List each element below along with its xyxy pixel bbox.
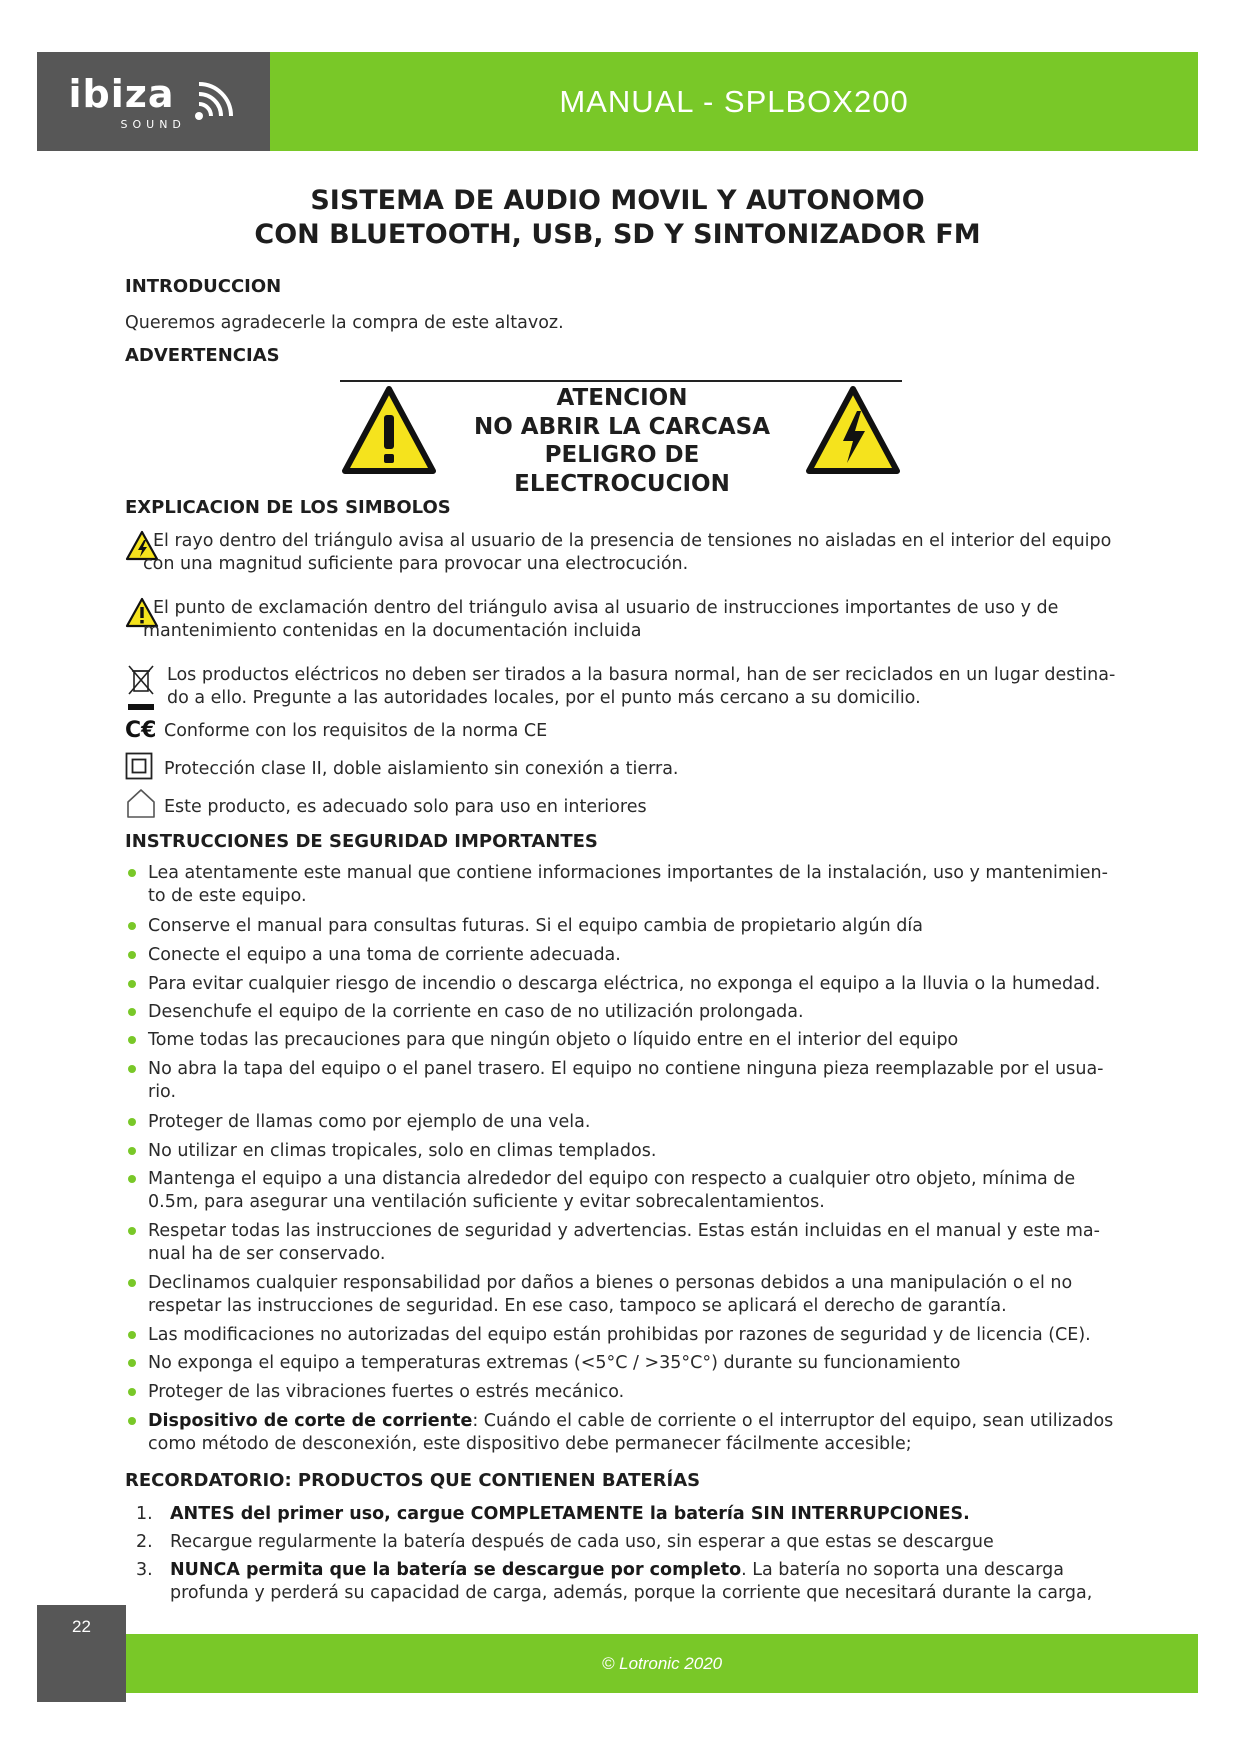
bullet-dot — [128, 951, 136, 959]
list-item-text: Tome todas las precauciones para que ningún objeto o líquido entre en el interior del equipo — [148, 1030, 959, 1050]
symbol-item — [125, 720, 1125, 743]
document-title-line-1: SISTEMA DE AUDIO MOVIL Y AUTONOMO — [310, 185, 925, 216]
warning-line-1: ATENCION — [556, 385, 688, 411]
bullet-dot — [128, 1147, 136, 1155]
safety-heading: INSTRUCCIONES DE SEGURIDAD IMPORTANTES — [125, 831, 598, 852]
copyright-text: © Lotronic 2020 — [601, 1653, 723, 1673]
logo-text: ibiza — [68, 71, 175, 116]
bullet-dot — [128, 1065, 136, 1073]
warning-line-2: NO ABRIR LA CARCASA — [473, 413, 771, 440]
warning-box — [440, 384, 804, 498]
list-item — [125, 1220, 1115, 1266]
safety-list — [125, 862, 1115, 1456]
symbol-text: Los productos eléctricos no deben ser tirados a la basura normal, han de ser reciclados en un lugar destina-do a ello. Pregunte a las autoridades locales, por el punto más cercano a su domicilio. — [167, 665, 1116, 708]
list-number: 2. — [136, 1532, 153, 1552]
bullet-dot — [128, 1036, 136, 1044]
bullet-dot — [128, 1359, 136, 1367]
list-item-text: Declinamos cualquier responsabilidad por daños a bienes o personas debidos a una manipulación o el no respetar las instrucciones de seguridad. En ese caso, tampoco se aplicará el derecho de garantía. — [148, 1273, 1073, 1316]
symbol-item — [125, 752, 1125, 784]
list-item-text: Lea atentamente este manual que contiene informaciones importantes de la instalación, uso y mantenimien-to de este equipo. — [148, 863, 1108, 906]
list-item-text: Conecte el equipo a una toma de corriente adecuada. — [148, 945, 621, 965]
list-item — [125, 1058, 1115, 1104]
list-item — [125, 1272, 1115, 1318]
header-bar — [270, 52, 1198, 151]
list-item — [125, 944, 1115, 967]
list-item-text: . La batería no soporta una descarga profunda y perderá su capacidad de carga, además, porque la corriente que necesitará durante la carga, — [170, 1560, 1093, 1603]
list-item-text: No abra la tapa del equipo o el panel trasero. El equipo no contiene ninguna pieza reemplazable por el usua-rio. — [148, 1059, 1104, 1102]
indoor-house-icon — [125, 787, 157, 819]
list-item-text: Desenchufe el equipo de la corriente en caso de no utilización prolongada. — [148, 1002, 804, 1022]
wireless-waves-icon — [193, 82, 237, 122]
list-item-text: Proteger de las vibraciones fuertes o estrés mecánico. — [148, 1382, 625, 1402]
list-item — [125, 862, 1115, 908]
exclamation-warning-icon — [341, 385, 437, 477]
class-ii-icon — [125, 752, 153, 780]
bullet-dot — [128, 1388, 136, 1396]
list-item — [125, 1531, 1115, 1554]
bullet-dot — [128, 869, 136, 877]
document-title — [37, 184, 1198, 252]
list-item-text: No utilizar en climas tropicales, solo en climas templados. — [148, 1141, 657, 1161]
list-number: 3. — [136, 1560, 153, 1580]
list-item — [125, 1324, 1115, 1347]
list-item — [125, 1140, 1115, 1163]
lightning-warning-icon — [805, 385, 901, 477]
symbols-heading: EXPLICACION DE LOS SIMBOLOS — [125, 497, 451, 518]
symbol-text: Conforme con los requisitos de la norma CE — [164, 721, 548, 741]
bullet-dot — [128, 1331, 136, 1339]
logo-subtext: SOUND — [120, 117, 186, 131]
bullet-dot — [128, 1417, 136, 1425]
footer-bar — [126, 1634, 1198, 1693]
list-item-text: Las modificaciones no autorizadas del equipo están prohibidas por razones de seguridad y de licencia (CE). — [148, 1325, 1091, 1345]
list-number: 1. — [136, 1504, 153, 1524]
list-item-text: No exponga el equipo a temperaturas extremas (<5°C / >35°C°) durante su funcionamiento — [148, 1353, 961, 1373]
list-item-text: : Cuándo el cable de corriente o el interruptor del equipo, sean utilizados como método de desconexión, este dispositivo debe permanecer fácilmente accesible; — [148, 1411, 1114, 1454]
bullet-dot — [128, 1175, 136, 1183]
list-item — [125, 915, 1115, 938]
list-item-text: Conserve el manual para consultas futuras. Si el equipo cambia de propietario algún día — [148, 916, 923, 936]
symbol-text: Este producto, es adecuado solo para uso en interiores — [164, 797, 647, 817]
bullet-dot — [128, 922, 136, 930]
warning-divider — [340, 380, 902, 382]
list-item — [125, 1168, 1115, 1214]
list-item — [125, 973, 1115, 996]
warning-line-3: PELIGRO DE ELECTROCUCION — [514, 442, 730, 497]
list-item-text: Respetar todas las instrucciones de seguridad y advertencias. Estas están incluidas en el manual y este ma-nual ha de ser conservado. — [148, 1221, 1100, 1264]
list-item-text: Para evitar cualquier riesgo de incendio o descarga eléctrica, no exponga el equipo a la lluvia o la humedad. — [148, 974, 1101, 994]
list-item — [125, 1410, 1115, 1456]
manual-title: MANUAL - SPLBOX200 — [559, 83, 909, 119]
battery-list — [125, 1503, 1115, 1605]
list-item — [125, 1503, 1115, 1526]
symbol-item — [125, 787, 1125, 823]
list-item-text: Proteger de llamas como por ejemplo de una vela. — [148, 1112, 591, 1132]
bullet-dot — [128, 1118, 136, 1126]
warnings-heading: ADVERTENCIAS — [125, 345, 280, 366]
list-item-text: Recargue regularmente la batería después de cada uso, sin esperar a que estas se descargue — [170, 1532, 994, 1552]
list-item-bold: NUNCA permita que la batería se descargue por completo — [170, 1560, 742, 1580]
list-item-bold: ANTES del primer uso, cargue COMPLETAMENTE la batería SIN INTERRUPCIONES. — [170, 1504, 970, 1524]
page-number: 22 — [72, 1617, 91, 1636]
list-item-bold: Dispositivo de corte de corriente — [148, 1411, 473, 1431]
page-number-box — [37, 1605, 126, 1702]
bullet-dot — [128, 1227, 136, 1235]
battery-heading: RECORDATORIO: PRODUCTOS QUE CONTIENEN BATERÍAS — [125, 1470, 701, 1491]
document-title-line-2: CON BLUETOOTH, USB, SD Y SINTONIZADOR FM — [254, 219, 981, 250]
ce-mark-icon: C€ — [125, 718, 157, 743]
bullet-dot — [128, 1008, 136, 1016]
list-item — [125, 1111, 1115, 1134]
list-item — [125, 1352, 1115, 1375]
list-item — [125, 1001, 1115, 1024]
symbol-text: Protección clase II, doble aislamiento sin conexión a tierra. — [164, 759, 679, 779]
list-item-text: Mantenga el equipo a una distancia alrededor del equipo con respecto a cualquier otro objeto, mínima de 0.5m, para asegurar una ventilación suficiente y evitar sobrecalentamientos. — [148, 1169, 1076, 1212]
intro-text: Queremos agradecerle la compra de este altavoz. — [125, 313, 564, 333]
symbol-text: El rayo dentro del triángulo avisa al usuario de la presencia de tensiones no aisladas en el interior del equipo con una magnitud suficiente para provocar una electrocución. — [143, 531, 1112, 574]
symbol-item — [125, 597, 1125, 643]
symbol-item — [125, 664, 1125, 716]
brand-logo — [69, 72, 239, 132]
symbol-text: El punto de exclamación dentro del triángulo avisa al usuario de instrucciones importantes de uso y de mantenimiento contenidas en la documentación incluida — [143, 598, 1059, 641]
intro-heading: INTRODUCCION — [125, 276, 282, 297]
brand-logo-block — [37, 52, 270, 151]
list-item — [125, 1559, 1115, 1605]
list-item — [125, 1029, 1115, 1052]
bullet-dot — [128, 980, 136, 988]
crossed-bin-icon — [125, 664, 157, 712]
bullet-dot — [128, 1279, 136, 1287]
list-item — [125, 1381, 1115, 1404]
symbol-item — [125, 530, 1125, 576]
